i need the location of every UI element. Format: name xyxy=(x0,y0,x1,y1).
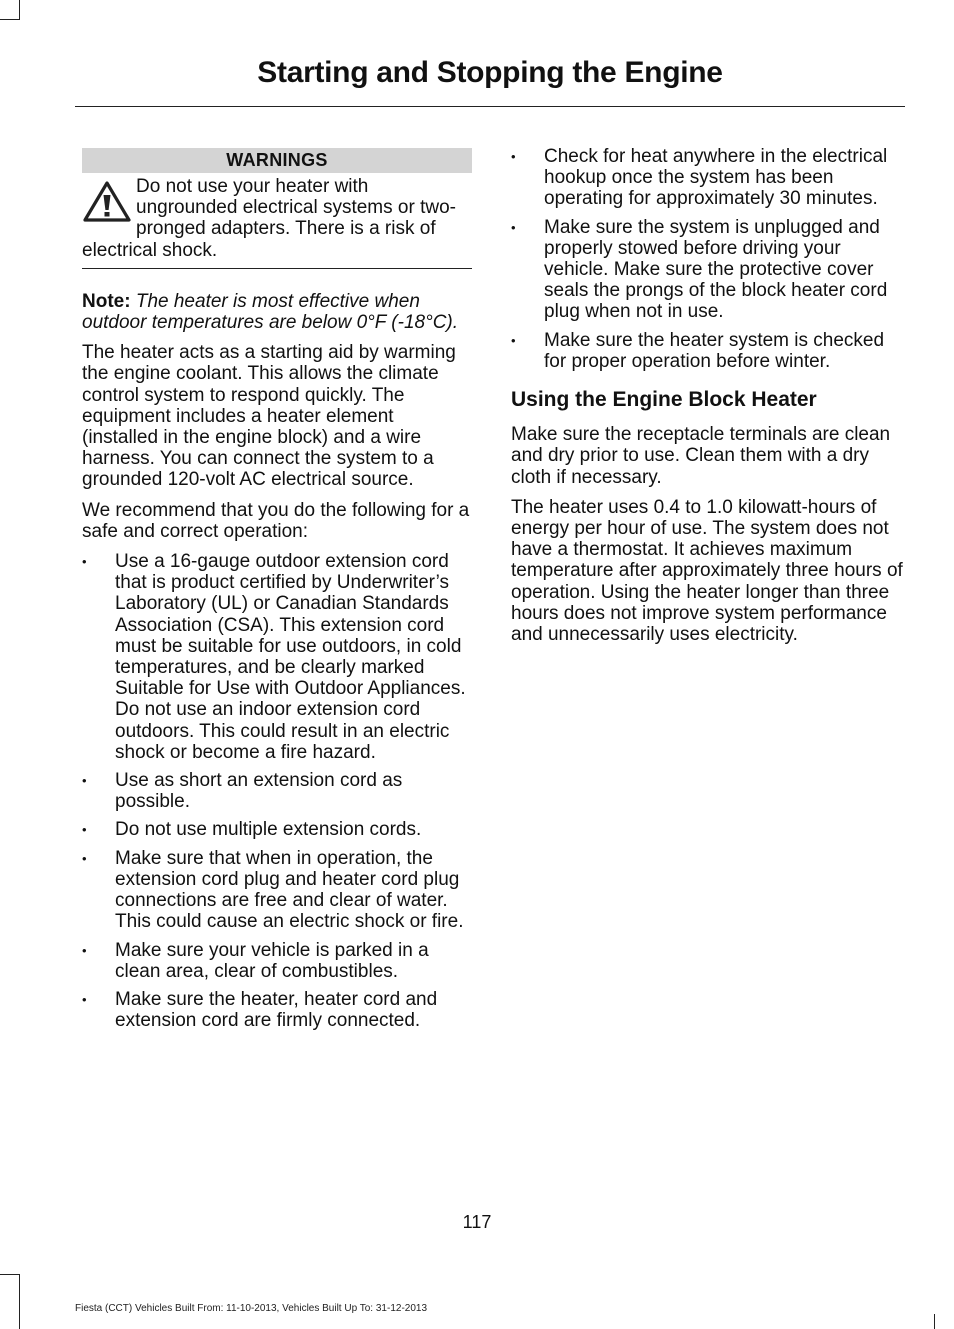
bullet-list xyxy=(511,146,903,372)
crop-mark xyxy=(19,1274,20,1329)
right-column xyxy=(511,146,903,654)
list-item: • Make sure the heater system is checked for proper operation before winter. xyxy=(511,330,903,372)
left-column xyxy=(82,148,472,1040)
paragraph: We recommend that you do the following for a safe and correct operation: xyxy=(82,499,470,542)
note xyxy=(82,291,472,333)
crop-mark xyxy=(0,1274,20,1275)
note-label: Note: xyxy=(82,290,131,312)
paragraph: The heater uses 0.4 to 1.0 kilowatt-hours of energy per hour of use. The system does not have a thermostat. It achieves maximum temperature after approximately three hours of operation. Using the heater longer than three hours does not improve system performance and unnecessarily uses electricity. xyxy=(511,496,903,646)
list-item: • Make sure your vehicle is parked in a clean area, clear of combustibles. xyxy=(82,940,472,982)
list-item: • Use as short an extension cord as possible. xyxy=(82,770,472,812)
crop-mark xyxy=(0,19,20,20)
paragraph: The heater acts as a starting aid by warming the engine coolant. This allows the climate control system to respond quickly. The equipment includes a heater element (installed in the engine block) and a wire harness. You can connect the system to a grounded 120-volt AC electrical source. xyxy=(82,342,456,491)
page-number: 117 xyxy=(462,1212,492,1232)
crop-mark xyxy=(19,0,20,20)
title-divider xyxy=(75,106,905,107)
list-item: • Use a 16-gauge outdoor extension cord that is product certified by Underwriter’s Laboratory (UL) or Canadian Standards Association (CSA). This extension cord must be suitable for use outdoors, in cold temperatures, and be clearly marked Suitable for Use with Outdoor Appliances. Do not use an indoor extension cord outdoors. This could result in an electric shock or become a fire hazard. xyxy=(82,551,472,763)
list-item: • Make sure the heater, heater cord and extension cord are firmly connected. xyxy=(82,989,472,1031)
note-text: The heater is most effective when outdoor temperatures are below 0°F (-18°C). xyxy=(82,290,459,334)
warning-box xyxy=(82,176,472,269)
section-heading: Using the Engine Block Heater xyxy=(511,388,817,412)
list-item: • Make sure the system is unplugged and properly stowed before driving your vehicle. Make sure the protective cover seals the prongs of the block heater cord plug when not in use. xyxy=(511,217,903,323)
list-item: • Do not use multiple extension cords. xyxy=(82,819,472,840)
page-title: Starting and Stopping the Engine xyxy=(257,56,723,89)
warning-text: Do not use your heater with ungrounded electrical systems or two-pronged adapters. There is a risk of electrical shock. xyxy=(82,176,456,261)
warning-triangle-icon xyxy=(82,180,132,224)
list-item: • Check for heat anywhere in the electrical hookup once the system has been operating for approximately 30 minutes. xyxy=(511,146,903,210)
crop-mark xyxy=(934,1314,935,1329)
list-item: • Make sure that when in operation, the extension cord plug and heater cord plug connections are free and clear of water. This could cause an electric shock or fire. xyxy=(82,848,472,933)
warnings-heading: WARNINGS xyxy=(82,148,472,173)
footer-text: Fiesta (CCT) Vehicles Built From: 11-10-2013, Vehicles Built Up To: 31-12-2013 xyxy=(75,1303,428,1314)
paragraph: Make sure the receptacle terminals are clean and dry prior to use. Clean them with a dry cloth if necessary. xyxy=(511,424,891,488)
warning-divider xyxy=(82,268,472,269)
bullet-list xyxy=(82,551,472,1031)
